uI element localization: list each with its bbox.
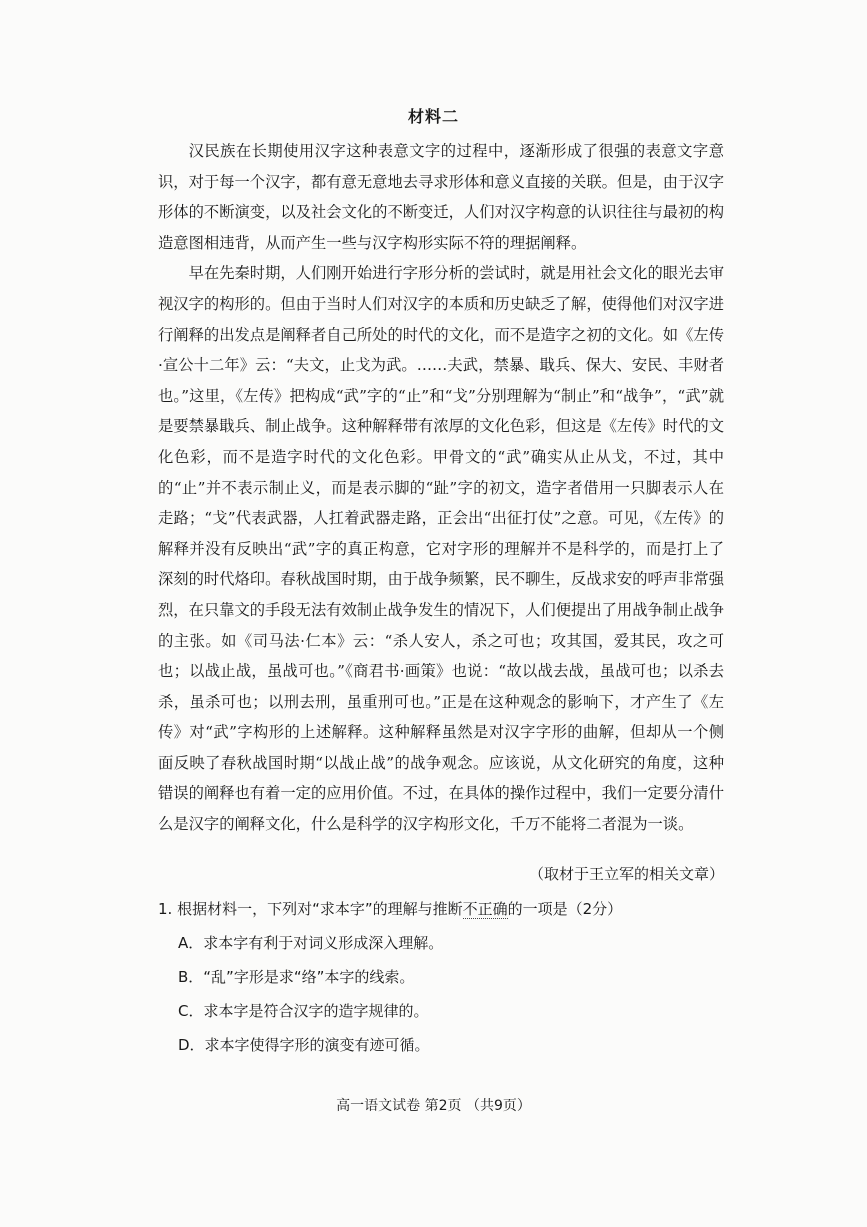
option-d: D．求本字使得字形的演变有迹可循。 (178, 1036, 430, 1054)
material-body (158, 136, 724, 840)
question-1 (158, 896, 758, 1058)
option-a: A．求本字有利于对词义形成深入理解。 (178, 934, 444, 952)
paragraph-1: 汉民族在长期使用汉字这种表意文字的过程中，逐渐形成了很强的表意文字意识，对于每一个汉字，都有意无意地去寻求形体和意义直接的关联。但是，由于汉字形体的不断演变，以及社会文化的不断变迁，人们对汉字构意的认识往往与最初的构造意图相违背，从而产生一些与汉字构形实际不符的理据阐释。 (158, 142, 724, 252)
material-title: 材料二 (407, 107, 459, 126)
paragraph-2: 早在先秦时期，人们刚开始进行字形分析的尝试时，就是用社会文化的眼光去审视汉字的构形的。但由于当时人们对汉字的本质和历史缺乏了解，使得他们对汉字进行阐释的出发点是阐释者自己所处的时代的文化，而不是造字之初的文化。如《左传·宣公十二年》云：“夫文，止戈为武。……夫武，禁暴、戢兵、保大、安民、丰财者也。”这里，《左传》把构成“武”字的“止”和“戈”分别理解为“制止”和“战争”，“武”就是要禁暴戢兵、制止战争。这种解释带有浓厚的文化色彩，但这是《左传》时代的文化色彩，而不是造字时代的文化色彩。甲骨文的“武”确实从止从戈，不过，其中的“止”并不表示制止义，而是表示脚的“趾”字的初文，造字者借用一只脚表示人在走路；“戈”代表武器，人扛着武器走路，正会出“出征打仗”之意。可见，《左传》的解释并没有反映出“武”字的真正构意，它对字形的理解并不是科学的，而是打上了深刻的时代烙印。春秋战国时期，由于战争频繁，民不聊生，反战求安的呼声非常强烈，在只靠文的手段无法有效制止战争发生的情况下，人们便提出了用战争制止战争的主张。如《司马法·仁本》云：“杀人安人，杀之可也；攻其国，爱其民，攻之可也；以战止战，虽战可也。”《商君书·画策》也说：“故以战去战，虽战可也；以杀去杀，虽杀可也；以刑去刑，虽重刑可也。”正是在这种观念的影响下，才产生了《左传》对“武”字构形的上述解释。这种解释虽然是对汉字字形的曲解，但却从一个侧面反映了春秋战国时期“以战止战”的战争观念。应该说，从文化研究的角度，这种错误的阐释也有着一定的应用价值。不过，在具体的操作过程中，我们一定要分清什么是汉字的阐释文化，什么是科学的汉字构形文化，千万不能将二者混为一谈。 (158, 264, 724, 834)
question-stem-after: 的一项是（2分） (507, 900, 623, 918)
page-footer: 高一语文试卷 第2页 （共9页） (336, 1098, 531, 1114)
question-stem-before: 1. 根据材料一，下列对“求本字”的理解与推断 (158, 900, 463, 918)
source-citation: （取材于王立军的相关文章） (528, 865, 724, 883)
question-options (158, 930, 758, 1058)
option-b: B．“乱”字形是求“络”本字的线索。 (178, 968, 415, 986)
question-stem-emphasis: 不正确 (462, 900, 508, 918)
question-stem (158, 896, 758, 922)
option-c: C．求本字是符合汉字的造字规律的。 (178, 1002, 429, 1020)
